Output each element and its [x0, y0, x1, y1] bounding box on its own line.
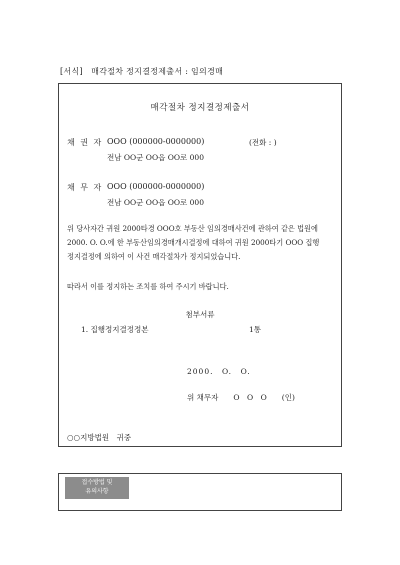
- request-text: 따라서 이를 정지하는 조치를 하여 주시기 바랍니다.: [67, 282, 229, 291]
- court-addressee: ○○지방법원 귀중: [67, 433, 132, 442]
- body-line: 위 당사자간 귀원 2000타경 OOO호 부동산 임의경매사건에 관하여 같은 법원에: [67, 224, 318, 233]
- body-line: 정지결정에 의하여 이 사건 매각절차가 정지되었습니다.: [67, 252, 241, 261]
- body-line: 2000. O. O.에 한 부동산임의경매개시결정에 대하여 귀원 2000타기 OOO 집행: [67, 238, 320, 247]
- attachment-item: 1. 집행정지결정정본: [81, 325, 149, 334]
- form-header-label: [서식] 매각절차 정지결정제출서 : 임의경매: [60, 67, 224, 76]
- document-title: 매각절차 정지결정제출서: [150, 103, 250, 113]
- creditor-name: OOO (000000-0000000): [107, 137, 205, 146]
- creditor-label: 채 권 자: [67, 138, 103, 147]
- notes-label-line2: 유의사항: [85, 488, 109, 495]
- attachment-count: 1통: [249, 325, 262, 334]
- notes-box: [58, 473, 342, 511]
- debtor-label: 채 무 자: [67, 183, 103, 192]
- creditor-address: 전남 OO군 OO읍 OO로 000: [107, 153, 204, 162]
- debtor-signature: 위 채무자 O O O (인): [187, 393, 295, 402]
- attachments-title: 첨부서류: [185, 310, 215, 319]
- notes-label-line1: 접수방법 및: [81, 479, 113, 486]
- creditor-phone: (전화 : ): [249, 138, 277, 147]
- notes-label: [65, 477, 129, 499]
- debtor-address: 전남 OO군 OO읍 OO로 000: [107, 198, 204, 207]
- document-date: 2000. O. O.: [187, 367, 251, 376]
- form-document: [58, 83, 342, 447]
- body-paragraph: [67, 222, 337, 264]
- debtor-name: OOO (000000-0000000): [107, 182, 205, 191]
